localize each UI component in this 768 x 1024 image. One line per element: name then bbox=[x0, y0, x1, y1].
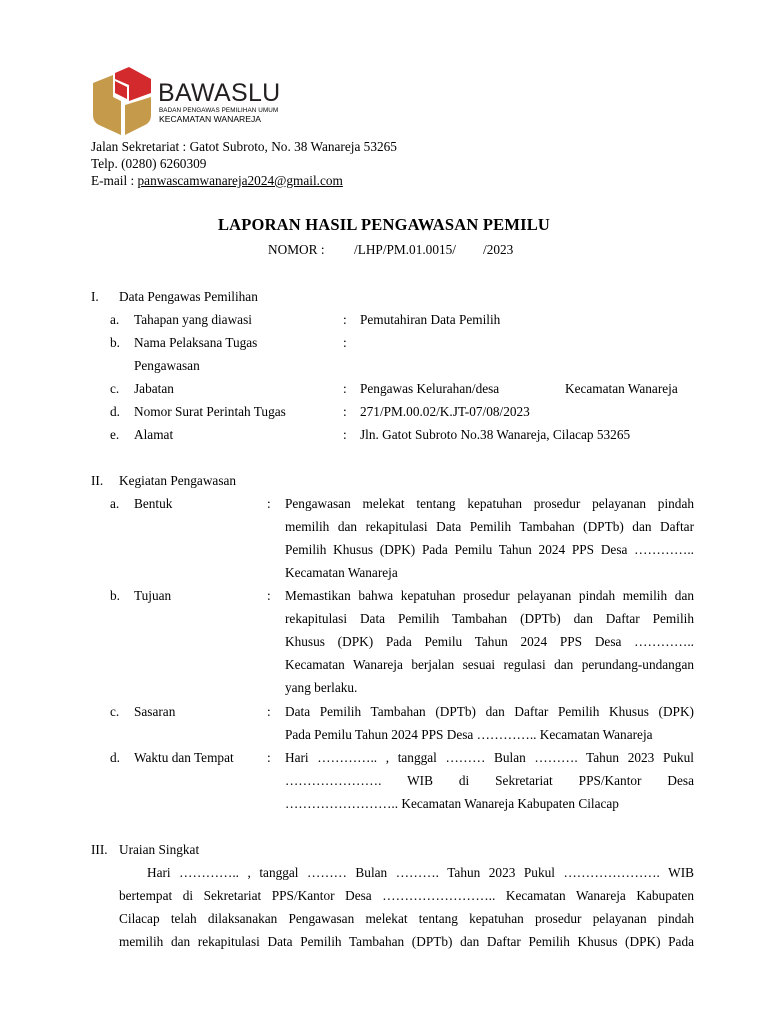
s2-c-line: Data Pemilih Tambahan (DPTb) dan Daftar Pemilih Khusus (DPK) bbox=[285, 704, 694, 719]
section2-number: II. bbox=[91, 473, 104, 488]
s2-c-letter: c. bbox=[110, 704, 120, 719]
s1-a-value: Pemutahiran Data Pemilih bbox=[360, 312, 501, 327]
s1-e-letter: e. bbox=[110, 427, 120, 442]
section1-heading: Data Pengawas Pemilihan bbox=[119, 289, 258, 304]
s1-a-letter: a. bbox=[110, 312, 120, 327]
s1-b-label-cont: Pengawasan bbox=[134, 358, 200, 373]
s2-c-label: Sasaran bbox=[134, 704, 176, 719]
bawaslu-logo bbox=[91, 67, 153, 137]
bawaslu-emblem-icon bbox=[91, 67, 153, 137]
office-phone: Telp. (0280) 6260309 bbox=[91, 156, 207, 171]
brand-name: BAWASLU bbox=[158, 79, 281, 107]
s1-d-colon: : bbox=[343, 404, 347, 419]
nomor-value: /LHP/PM.01.0015/ bbox=[354, 242, 456, 257]
brand-subtitle: BADAN PENGAWAS PEMILIHAN UMUM bbox=[159, 107, 279, 114]
s1-e-value: Jln. Gatot Subroto No.38 Wanareja, Cilacap 53265 bbox=[360, 427, 631, 442]
section2-heading: Kegiatan Pengawasan bbox=[119, 473, 237, 488]
office-address: Jalan Sekretariat : Gatot Subroto, No. 38 Wanareja 53265 bbox=[91, 139, 397, 154]
s3-line: Hari ………….. , tanggal ……… Bulan ………. Tahun 2023 Pukul …………………. WIB bbox=[147, 865, 694, 880]
s2-b-line: yang berlaku. bbox=[285, 680, 358, 695]
s1-c-letter: c. bbox=[110, 381, 120, 396]
s1-e-colon: : bbox=[343, 427, 347, 442]
s2-b-line: Kecamatan Wanareja berjalan sesuai regulasi dan perundang-undangan bbox=[285, 657, 694, 672]
s2-b-line: Memastikan bahwa kepatuhan prosedur pelayanan pindah memilih dan bbox=[285, 588, 694, 603]
s2-b-line: rekapitulasi Data Pemilih Tambahan (DPTb) dan Daftar Pemilih bbox=[285, 611, 694, 626]
s2-b-colon: : bbox=[267, 588, 271, 603]
s2-a-line: memilih dan rekapitulasi Data Pemilih Tambahan (DPTb) dan Daftar bbox=[285, 519, 694, 534]
document-title: LAPORAN HASIL PENGAWASAN PEMILU bbox=[217, 215, 551, 234]
section3-number: III. bbox=[91, 842, 108, 857]
s2-a-label: Bentuk bbox=[134, 496, 173, 511]
s1-d-value: 271/PM.00.02/K.JT-07/08/2023 bbox=[360, 404, 530, 419]
email-link[interactable]: panwascamwanareja2024@gmail.com bbox=[137, 173, 343, 188]
s2-a-letter: a. bbox=[110, 496, 120, 511]
s1-c-colon: : bbox=[343, 381, 347, 396]
s3-line: memilih dan rekapitulasi Data Pemilih Tambahan (DPTb) dan Daftar Pemilih Khusus (DPK) Pada bbox=[119, 934, 694, 949]
s2-d-label: Waktu dan Tempat bbox=[134, 750, 234, 765]
s2-d-colon: : bbox=[267, 750, 271, 765]
s1-b-letter: b. bbox=[110, 335, 120, 350]
office-email-row bbox=[91, 173, 343, 189]
s2-a-line: Kecamatan Wanareja bbox=[285, 565, 398, 580]
s1-b-label: Nama Pelaksana Tugas bbox=[134, 335, 258, 350]
s2-d-letter: d. bbox=[110, 750, 120, 765]
s1-d-letter: d. bbox=[110, 404, 120, 419]
s2-a-line: Pengawasan melekat tentang kepatuhan prosedur pelayanan pindah bbox=[285, 496, 694, 511]
section3-heading: Uraian Singkat bbox=[119, 842, 200, 857]
s2-d-line: …………………….. Kecamatan Wanareja Kabupaten Cilacap bbox=[285, 796, 619, 811]
s1-c-label: Jabatan bbox=[134, 381, 174, 396]
nomor-label: NOMOR : bbox=[268, 242, 325, 257]
s3-line: Cilacap telah dilaksanakan Pengawasan melekat tentang kepatuhan prosedur pelayanan pindah bbox=[119, 911, 694, 926]
s2-a-colon: : bbox=[267, 496, 271, 511]
s1-e-label: Alamat bbox=[134, 427, 174, 442]
s2-d-line: …………………. WIB di Sekretariat PPS/Kantor Desa bbox=[285, 773, 694, 788]
brand-office: KECAMATAN WANAREJA bbox=[159, 114, 262, 124]
s2-b-line: Khusus (DPK) Pada Pemilu Tahun 2024 PPS Desa ………….. bbox=[285, 634, 694, 649]
s2-b-letter: b. bbox=[110, 588, 120, 603]
s1-c-value2: Kecamatan Wanareja bbox=[565, 381, 678, 396]
s3-line: bertempat di Sekretariat PPS/Kantor Desa …………………….. Kecamatan Wanareja Kabupaten bbox=[119, 888, 694, 903]
s1-a-colon: : bbox=[343, 312, 347, 327]
s1-c-value: Pengawas Kelurahan/desa bbox=[360, 381, 500, 396]
s2-c-line: Pada Pemilu Tahun 2024 PPS Desa ………….. Kecamatan Wanareja bbox=[285, 727, 653, 742]
nomor-year: /2023 bbox=[483, 242, 514, 257]
email-label: E-mail : bbox=[91, 173, 138, 188]
s2-b-label: Tujuan bbox=[134, 588, 172, 603]
s1-a-label: Tahapan yang diawasi bbox=[134, 312, 252, 327]
s1-d-label: Nomor Surat Perintah Tugas bbox=[134, 404, 286, 419]
s1-b-colon: : bbox=[343, 335, 347, 350]
s2-a-line: Pemilih Khusus (DPK) Pada Pemilu Tahun 2024 PPS Desa ………….. bbox=[285, 542, 694, 557]
section1-number: I. bbox=[91, 289, 99, 304]
s2-c-colon: : bbox=[267, 704, 271, 719]
s2-d-line: Hari ………….. , tanggal ……… Bulan ………. Tahun 2023 Pukul bbox=[285, 750, 694, 765]
